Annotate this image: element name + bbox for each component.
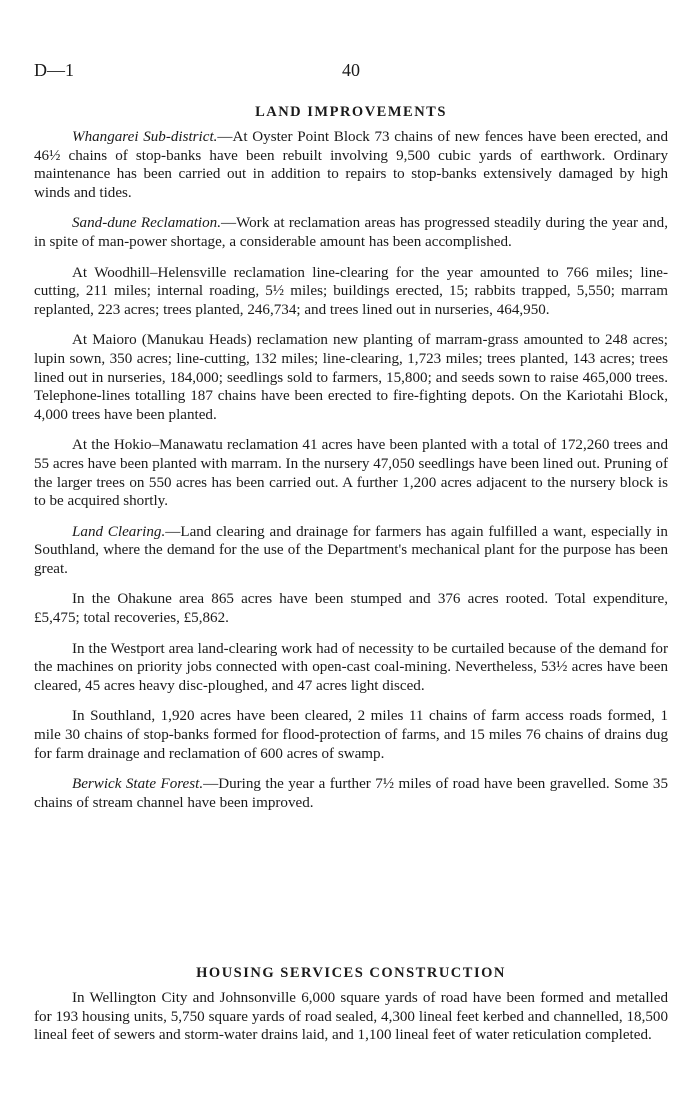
page-number: 40 — [342, 60, 360, 80]
paragraph — [34, 214, 668, 251]
paragraph-text: In the Westport area land-clearing work had of necessity to be curtailed because of the demand for the machines on priority jobs connected with open-cast coal-mining. Nevertheless, 53½ acres have been cleared, 45 acres heavy disc-ploughed, and 47 acres light disced. — [34, 640, 668, 694]
paragraph — [34, 590, 668, 627]
paragraph-text: —Work at reclamation areas has progressed steadily during the year and, in spite of man-power shortage, a considerable amount has been accomplished. — [34, 215, 668, 250]
section-heading-land-improvements: LAND IMPROVEMENTS — [255, 104, 447, 120]
paragraph-text: —At Oyster Point Block 73 chains of new fences have been erected, and 46½ chains of stop-banks have been rebuilt involving 9,500 cubic yards of earthwork. Ordinary maintenance has been carried out in addition to repairs to stop-banks extensively damaged by high winds and tides. — [34, 129, 668, 201]
paragraph — [34, 707, 668, 763]
paragraph-text: In Southland, 1,920 acres have been cleared, 2 miles 11 chains of farm access roads formed, 1 mile 30 chains of stop-banks formed for flood-protection of farms, and 15 miles 76 chains of drains dug for farm drainage and reclamation of 600 acres of swamp. — [34, 708, 668, 762]
paragraph-lead: Berwick State Forest. — [72, 776, 204, 793]
paragraph-text: In Wellington City and Johnsonville 6,000 square yards of road have been formed and metalled for 193 housing units, 5,750 square yards of road sealed, 4,300 lineal feet kerbed and channelled, 18,500 lineal feet of sewers and storm-water drains laid, and 1,100 lineal feet of water reticulation completed. — [34, 990, 668, 1044]
housing-services-section — [34, 989, 668, 1057]
paragraph — [34, 436, 668, 510]
paragraph-text: At Woodhill–Helensville reclamation line-clearing for the year amounted to 766 miles; line-cutting, 211 miles; internal roading, 5½ miles; buildings erected, 15; rabbits trapped, 5,550; marram replanted, 223 acres; trees planted, 246,734; and trees lined out in nurseries, 464,950. — [34, 264, 668, 318]
paragraph-text: —During the year a further 7½ miles of road have been gravelled. Some 35 chains of stream channel have been improved. — [34, 776, 668, 811]
paragraph — [34, 523, 668, 579]
paragraph — [34, 264, 668, 320]
paragraph-lead: Sand-dune Reclamation. — [72, 215, 221, 232]
page-header — [34, 60, 668, 84]
paragraph — [34, 331, 668, 424]
paragraph — [34, 640, 668, 696]
paragraph-lead: Land Clearing. — [72, 523, 166, 540]
document-code: D—1 — [34, 60, 74, 80]
paragraph — [34, 989, 668, 1045]
paragraph — [34, 128, 668, 202]
paragraph-text: In the Ohakune area 865 acres have been stumped and 376 acres rooted. Total expenditure, £5,475; total recoveries, £5,862. — [34, 591, 668, 627]
paragraph-text: At Maioro (Manukau Heads) reclamation new planting of marram-grass amounted to 248 acres; lupin sown, 350 acres; line-cutting, 132 miles; line-clearing, 1,723 miles; trees planted, 143 acres; trees lined out in nurseries, 184,000; seedlings sold to farmers, 15,800; and seeds sown to raise 465,000 trees. Telephone-lines totalling 187 chains have been erected to fire-fighting depots. On the Kariotahi Block, 4,000 trees have been planted. — [34, 332, 668, 423]
section-heading-housing-services: HOUSING SERVICES CONSTRUCTION — [196, 965, 506, 981]
paragraph-text: —Land clearing and drainage for farmers has again fulfilled a want, especially in Southland, where the demand for the use of the Department's mechanical plant for the purpose has been great. — [34, 523, 668, 577]
land-improvements-section — [34, 128, 668, 824]
paragraph-lead: Whangarei Sub-district. — [72, 129, 218, 145]
paragraph-text: At the Hokio–Manawatu reclamation 41 acres have been planted with a total of 172,260 trees and 55 acres have been planted with marram. In the nursery 47,050 seedlings have been lined out. Pruning of the larger trees on 550 acres has been carried out. A further 1,200 acres adjacent to the nursery block is to be acquired shortly. — [34, 437, 668, 510]
paragraph — [34, 775, 668, 812]
